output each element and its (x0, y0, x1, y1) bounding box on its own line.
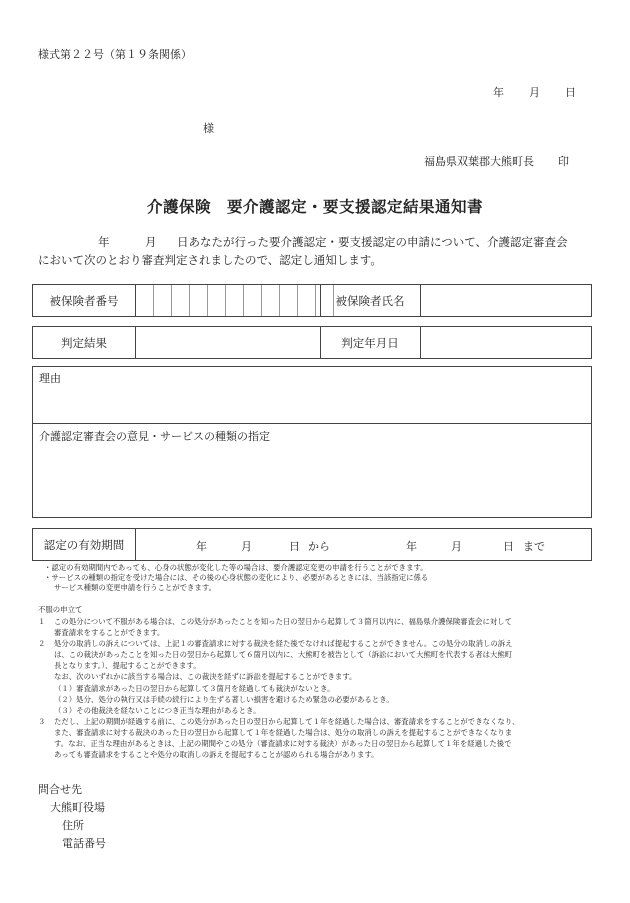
issuer-name: 福島県双葉郡大熊町長 (424, 155, 534, 168)
insured-number-label: 被保険者番号 (49, 293, 119, 308)
note-line3: サービス種類の変更申請を行うことができます。 (54, 583, 217, 592)
intro-line1: 日あなたが行った要介護認定・要支援認定の申請について、介護認定審査会 (177, 235, 568, 249)
contact-heading: 問合せ先 (38, 783, 82, 796)
appeal-item1-line2: 審査請求をすることができます。 (54, 628, 165, 637)
appeal-item1-number: １ (38, 617, 46, 626)
validity-from-day: 日 (289, 540, 300, 553)
seal-mark: 印 (558, 155, 569, 168)
validity-from-month: 月 (241, 540, 252, 553)
contact-office: 大熊町役場 (50, 801, 105, 814)
appeal-item2-line2: は、この裁決があったことを知った日の翌日から起算して６箇月以内に、大熊町を被告として（訴訟において大熊町を代表する者は大熊町 (54, 650, 513, 659)
note-line2: ・サービスの種類の指定を受けた場合には、その後の心身状態の変化により、必要があるときには、当該指定に係る (44, 573, 429, 582)
intro-year: 年 (98, 235, 110, 249)
appeal-item3-line2: また、審査請求に対する裁決のあった日の翌日から起算して１年を経過した場合は、処分の取消しの訴えを提起することができなくなりま (54, 728, 513, 737)
appeal-item3-line4: あっても審査請求をすることや処分の取消しの訴えを提起することが認められる場合があります。 (54, 750, 379, 759)
insured-name-field[interactable] (421, 285, 591, 316)
insured-info-table (32, 284, 592, 317)
validity-to-day: 日 (503, 540, 514, 553)
appeal-item3-number: ３ (38, 717, 46, 726)
validity-to-year: 年 (406, 540, 417, 553)
contact-phone-label: 電話番号 (62, 837, 106, 850)
result-label: 判定結果 (61, 335, 107, 350)
validity-from-text: から (308, 540, 330, 553)
appeal-item3-line1: ただし、上記の期間が経過する前に、この処分があった日の翌日から起算して１年を経過した場合は、審査請求をすることができなくなり、 (54, 717, 520, 726)
result-field[interactable] (136, 327, 320, 358)
date-day: 日 (565, 86, 576, 99)
opinion-label: 介護認定審査会の意見・サービスの種類の指定 (39, 430, 270, 443)
judgment-table (32, 326, 592, 359)
validity-from-year: 年 (196, 540, 207, 553)
note-line1: ・認定の有効期間内であっても、心身の状態が変化した等の場合は、要介護認定変更の申請を行うことができます。 (44, 563, 428, 572)
form-number: 様式第２２号（第１９条関係） (38, 48, 192, 61)
appeal-item2-number: ２ (38, 639, 46, 648)
reason-label: 理由 (39, 372, 61, 385)
intro-line2: において次のとおり審査判定されましたので、認定し通知します。 (38, 253, 382, 267)
document-title: 介護保険 要介護認定・要支援認定結果通知書 (146, 197, 483, 216)
appeal-item2-line1: 処分の取消しの訴えについては、上記１の審査請求に対する裁決を経た後でなければ提起することができません。この処分の取消しの訴え (54, 639, 513, 648)
validity-to-month: 月 (451, 540, 462, 553)
contact-address-label: 住所 (62, 819, 84, 832)
appeal-heading: 不服の申立て (38, 605, 83, 614)
date-year: 年 (493, 86, 504, 99)
judgment-date-label: 判定年月日 (341, 335, 399, 350)
judgment-date-field[interactable] (421, 327, 591, 358)
addressee-suffix: 様 (203, 122, 214, 135)
date-month: 月 (529, 86, 540, 99)
appeal-item3-line3: す。なお、正当な理由があるときは、上記の期間やこの処分（審査請求に対する裁決）があった日の翌日から起算して１年を経過した後で (54, 739, 512, 748)
appeal-item2-sub1: （１）審査請求があった日の翌日から起算して３箇月を経過しても裁決がないとき。 (54, 684, 335, 693)
validity-label: 認定の有効期間 (43, 537, 125, 552)
appeal-item2-line4: なお、次のいずれかに該当する場合は、この裁決を経ずに訴訟を提起することができます。 (54, 672, 357, 681)
validity-table (32, 528, 592, 561)
validity-to-text: まで (523, 540, 545, 553)
appeal-item2-sub3: （３）その他裁決を経ないことにつき正当な理由があるとき。 (54, 706, 261, 715)
appeal-item2-sub2: （２）処分、処分の執行又は手続の続行により生ずる著しい損害を避けるため緊急の必要があるとき。 (54, 695, 394, 704)
intro-month: 月 (145, 235, 157, 249)
reason-opinion-box (32, 366, 592, 518)
appeal-item2-line3: 長となります。）、提起することができます。 (54, 661, 201, 670)
insured-name-label: 被保険者氏名 (335, 293, 405, 308)
appeal-item1-line1: この処分について不服がある場合は、この処分があったことを知った日の翌日から起算して３箇月以内に、福島県介護保険審査会に対して (54, 617, 513, 626)
